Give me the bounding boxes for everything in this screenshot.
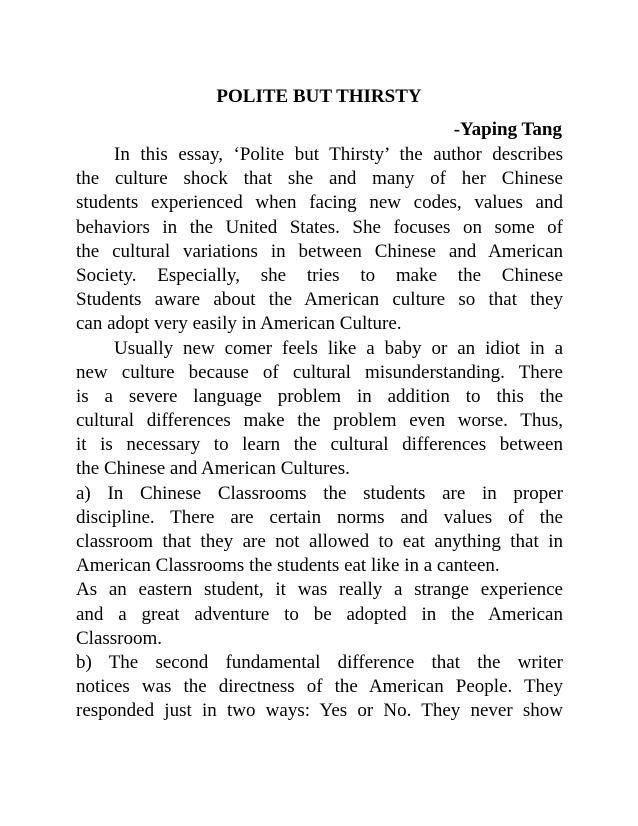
text-line: students experienced when facing new codes, values and [76,192,563,214]
text-line: the culture shock that she and many of her Chinese [76,168,563,190]
text-line: Classroom. [76,627,163,649]
text-line: can adopt very easily in American Culture. [76,313,402,335]
text-line: cultural differences make the problem even worse. Thus, [76,410,563,432]
essay-body [76,143,563,724]
text-line: new culture because of cultural misunderstanding. There [76,361,563,383]
text-line: As an eastern student, it was really a strange experience [76,579,563,601]
text-line: American Classrooms the students eat like in a canteen. [76,555,500,577]
author-byline: -Yaping Tang [453,119,562,140]
text-line: responded just in two ways: Yes or No. They never show [76,700,563,722]
document-title: POLITE BUT THIRSTY [216,86,422,107]
text-line: Usually new comer feels like a baby or an idiot in a [114,337,563,359]
text-line: In this essay, ‘Polite but Thirsty’ the author describes [114,144,563,165]
text-line: Society. Especially, she tries to make the Chinese [76,264,563,286]
text-line: Students aware about the American culture so that they [76,289,563,311]
text-line: behaviors in the United States. She focuses on some of [76,216,563,238]
text-line: the Chinese and American Cultures. [76,458,350,480]
text-line: discipline. There are certain norms and values of the [76,506,563,528]
text-line: it is necessary to learn the cultural differences between [76,434,563,456]
text-line: classroom that they are not allowed to eat anything that in [76,531,563,552]
text-line: is a severe language problem in addition to this the [76,385,563,407]
text-line: b) The second fundamental difference that the writer [76,651,563,673]
text-line: the cultural variations in between Chinese and American [76,240,563,262]
text-line: notices was the directness of the American People. They [76,676,563,698]
text-line: a) In Chinese Classrooms the students are in proper [76,482,563,504]
text-line: and a great adventure to be adopted in the American [76,603,563,625]
